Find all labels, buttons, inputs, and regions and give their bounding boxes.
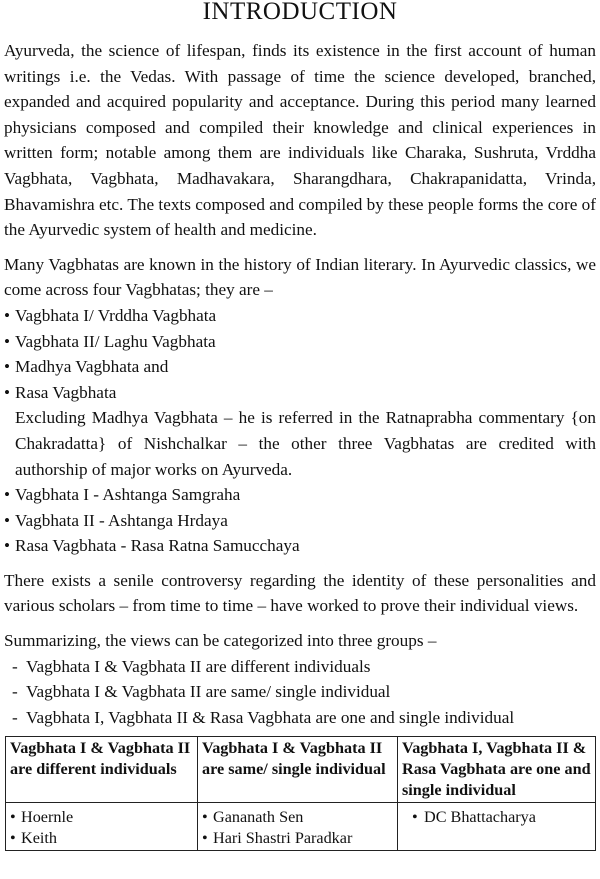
paragraph-summary: Summarizing, the views can be categorized into three groups – [4, 631, 437, 651]
list-item: • Keith [10, 828, 193, 849]
works-list [4, 482, 596, 559]
list-item: • Vagbhata I - Ashtanga Samgraha [4, 482, 596, 508]
list-item: - Vagbhata I & Vagbhata II are different individuals [4, 654, 596, 680]
paragraph-vagbhatas: Many Vagbhatas are known in the history of Indian literary. In Ayurvedic classics, we come across four Vagbhatas; they are – [4, 254, 596, 300]
table-cell [398, 803, 596, 851]
list-item: • Rasa Vagbhata [4, 380, 596, 406]
list-item: • Gananath Sen [202, 807, 393, 828]
table-header-cell: Vagbhata I & Vagbhata II are same/ single individual [198, 737, 398, 803]
list-item: • Hari Shastri Paradkar [202, 828, 393, 849]
groups-list [4, 654, 596, 731]
list-item: • Hoernle [10, 807, 193, 828]
table-cell [198, 803, 398, 851]
paragraph-controversy: There exists a senile controversy regarding the identity of these personalities and various scholars – from time to time – have worked to prove their individual views. [4, 570, 596, 616]
list-item: • Vagbhata II/ Laghu Vagbhata [4, 329, 596, 355]
table-header-cell: Vagbhata I, Vagbhata II & Rasa Vagbhata are one and single individual [398, 737, 596, 803]
table-row [6, 803, 596, 851]
excluding-note: Excluding Madhya Vagbhata – he is referred in the Ratnaprabha commentary {on Chakradatta} of Nishchalkar – the other three Vagbhatas are credited with authorship of major works on Ayurveda. [15, 408, 596, 479]
views-table [5, 736, 596, 851]
table-header-cell: Vagbhata I & Vagbhata II are different individuals [6, 737, 198, 803]
list-item: • Vagbhata I/ Vrddha Vagbhata [4, 303, 596, 329]
table-cell [6, 803, 198, 851]
list-item: - Vagbhata I & Vagbhata II are same/ single individual [4, 679, 596, 705]
list-item: • Madhya Vagbhata and [4, 354, 596, 380]
list-item: - Vagbhata I, Vagbhata II & Rasa Vagbhata are one and single individual [4, 705, 596, 731]
vagbhata-list [4, 303, 596, 405]
paragraph-ayurveda: Ayurveda, the science of lifespan, finds its existence in the first account of human writings i.e. the Vedas. With passage of time the science developed, branched, expanded and acquired popularity and acceptance. During this period many learned physicians composed and compiled their knowledge and clinical experiences in written form; notable among them are individuals like Charaka, Sushruta, Vrddha Vagbhata, Vagbhata, Madhavakara, Sharangdhara, Chakrapanidatta, Vrinda, Bhavamishra etc. The texts composed and compiled by these people forms the core of the Ayurvedic system of health and medicine. [4, 41, 596, 240]
table-header-row [6, 737, 596, 803]
list-item: • DC Bhattacharya [402, 807, 591, 828]
page-title: INTRODUCTION [202, 0, 398, 25]
list-item: • Rasa Vagbhata - Rasa Ratna Samucchaya [4, 533, 596, 559]
list-item: • Vagbhata II - Ashtanga Hrdaya [4, 508, 596, 534]
